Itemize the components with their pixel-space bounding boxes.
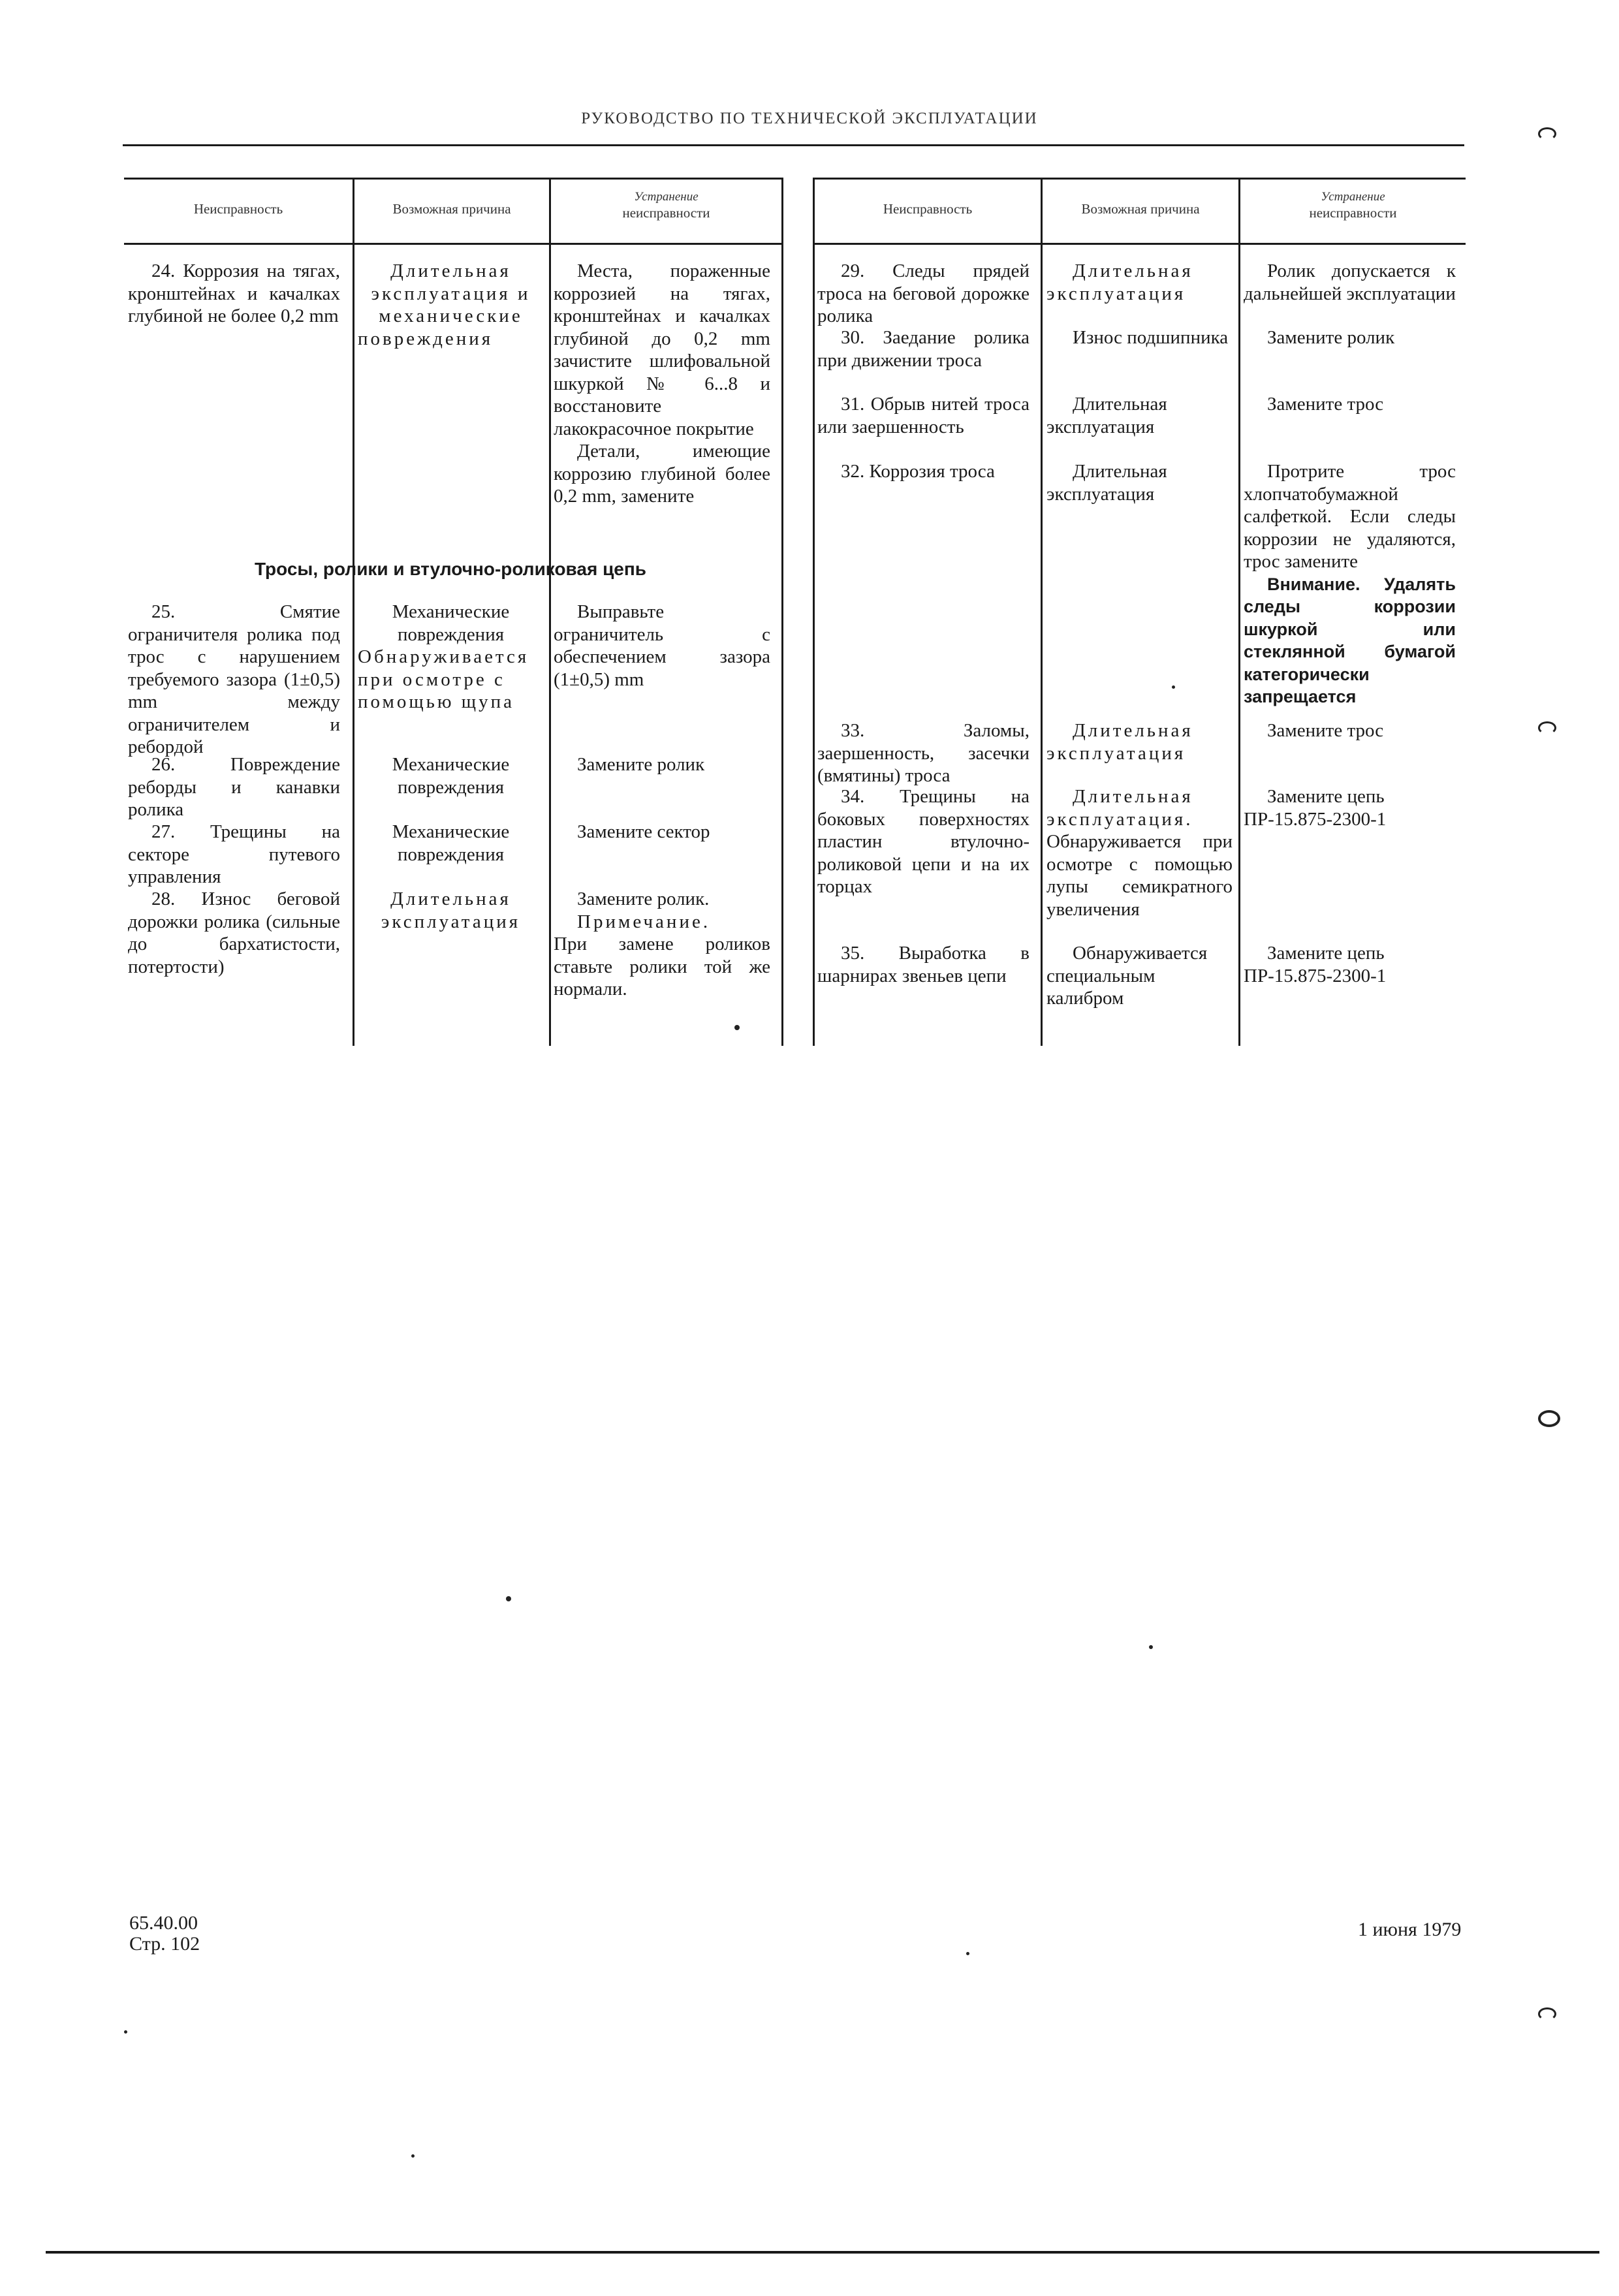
footer-date: 1 июня 1979 xyxy=(1358,1919,1462,1940)
table-row-29-cause: Длительная эксплуатация xyxy=(1046,260,1193,304)
scan-speck xyxy=(506,1596,511,1601)
header-rule xyxy=(123,144,1464,146)
table-row-35-fault: 35. Выработка в шарнирах звеньев цепи xyxy=(817,943,1030,986)
table-row-31-fix: Замените трос xyxy=(1267,394,1384,415)
table-row-27-fix: Замените сектор xyxy=(577,821,710,842)
table-row-25-fix: Выправьте ограничитель с обеспечением зазора (1±0,5) mm xyxy=(554,601,770,690)
table-row-26-cause: Механические повреждения xyxy=(392,754,510,798)
bottom-rule xyxy=(46,2251,1599,2254)
left-table-top-rule xyxy=(124,178,783,180)
left-col-header-fault: Неисправность xyxy=(193,201,283,217)
table-row-31-cause: Длительная эксплуатация xyxy=(1046,394,1167,437)
footer-doc-code: 65.40.00 xyxy=(129,1912,198,1934)
right-table-header-rule xyxy=(813,243,1466,245)
table-row-35-fix: Замените цепь ПР-15.875-2300-1 xyxy=(1244,943,1387,986)
table-row-29-fault: 29. Следы прядей троса на беговой дорожке ролика xyxy=(817,260,1030,326)
table-row-34-fix: Замените цепь ПР-15.875-2300-1 xyxy=(1244,786,1387,830)
footer-page-number: Стр. 102 xyxy=(129,1933,200,1955)
binding-hole-mark xyxy=(1538,127,1556,140)
table-row-32-fault: 32. Коррозия троса xyxy=(841,461,995,482)
scan-speck xyxy=(1149,1645,1153,1649)
right-table-divider-1 xyxy=(1041,178,1043,1046)
right-table-divider-2 xyxy=(1238,178,1240,1046)
right-col-header-fault: Неисправность xyxy=(883,201,973,217)
left-col-header-fix: Устранение неисправности xyxy=(622,190,710,221)
left-table-header-rule xyxy=(124,243,783,245)
table-row-35-cause: Обнаруживается специальным калибром xyxy=(1046,943,1208,1009)
scan-speck xyxy=(734,1025,740,1030)
table-row-31-fault: 31. Обрыв нитей троса или заершенность xyxy=(817,394,1030,437)
left-table-divider-1 xyxy=(353,178,354,1046)
table-row-32-cause: Длительная эксплуатация xyxy=(1046,461,1167,505)
table-row-32-fix: Протрите трос хлопчатобумажной салфеткой. Если следы коррозии не удаляются, трос замените Внимание. Удалять следы коррозии шкуркой или стеклянной бумагой категорически запрещается xyxy=(1244,461,1456,706)
binding-hole-mark xyxy=(1538,1410,1560,1427)
table-row-27-cause: Механические повреждения xyxy=(392,821,510,865)
table-row-33-cause: Длительная эксплуатация xyxy=(1046,720,1193,764)
table-row-30-fault: 30. Заедание ролика при движении троса xyxy=(817,327,1030,371)
table-row-26-fix: Замените ролик xyxy=(577,754,705,775)
table-row-24-cause: Длительная эксплуатация и механические повреждения xyxy=(358,260,531,349)
section-title: Тросы, ролики и втулочно-роликовая цепь xyxy=(254,559,646,579)
scan-speck xyxy=(411,2154,415,2158)
table-row-28-fault: 28. Износ беговой дорожки ролика (сильные до бархатистости, потертости) xyxy=(128,889,340,977)
scan-speck xyxy=(1172,685,1175,689)
table-row-27-fault: 27. Трещины на секторе путевого управления xyxy=(128,821,340,887)
right-table-top-rule xyxy=(813,178,1466,180)
right-table-left-edge xyxy=(813,178,815,1046)
scan-speck xyxy=(124,2030,127,2034)
table-row-34-cause: Длительная эксплуатация. Обнаруживается при осмотре с помощью лупы семикратного увеличения xyxy=(1046,786,1233,920)
table-row-25-cause: Механические повреждения Обнаруживается при осмотре с помощью щупа xyxy=(358,601,529,712)
left-col-header-cause: Возможная причина xyxy=(392,201,511,217)
table-row-33-fix: Замените трос xyxy=(1267,720,1384,741)
left-table-right-edge xyxy=(781,178,783,1046)
binding-hole-mark xyxy=(1538,721,1556,734)
table-row-24-fault: 24. Коррозия на тягах, кронштейнах и качалках глубиной не более 0,2 mm xyxy=(128,260,340,326)
table-row-29-fix: Ролик допускается к дальнейшей эксплуатации xyxy=(1244,260,1456,304)
table-row-25-fault: 25. Смятие ограничителя ролика под трос с нарушением требуемого зазора (1±0,5) mm между ограничителем и ребордой xyxy=(128,601,340,757)
right-col-header-fix: Устранение неисправности xyxy=(1309,190,1397,221)
table-row-28-cause: Длительная эксплуатация xyxy=(381,889,521,932)
scan-speck xyxy=(966,1952,969,1955)
binding-hole-mark xyxy=(1538,2007,1556,2021)
table-row-28-fix: Замените ролик. Примечание. При замене роликов ставьте ролики той же нормали. xyxy=(554,889,770,999)
table-row-33-fault: 33. Заломы, заершенность, засечки (вмятины) троса xyxy=(817,720,1030,786)
right-col-header-cause: Возможная причина xyxy=(1081,201,1200,217)
table-row-26-fault: 26. Повреждение реборды и канавки ролика xyxy=(128,754,340,820)
left-table-divider-2 xyxy=(549,178,551,1046)
table-row-34-fault: 34. Трещины на боковых поверхностях пластин втулочно-роликовой цепи и на их торцах xyxy=(817,786,1030,897)
table-row-30-cause: Износ подшипника xyxy=(1073,327,1229,348)
document-header-title: РУКОВОДСТВО ПО ТЕХНИЧЕСКОЙ ЭКСПЛУАТАЦИИ xyxy=(581,110,1038,127)
table-row-24-fix: Места, пораженные коррозией на тягах, кронштейнах и качалках глубиной до 0,2 mm зачистите шлифовальной шкуркой № 6...8 и восстановите лакокрасочное покрытие Детали, имеющие коррозию глубиной более 0,2 mm, замените xyxy=(554,260,770,507)
table-row-30-fix: Замените ролик xyxy=(1267,327,1395,348)
